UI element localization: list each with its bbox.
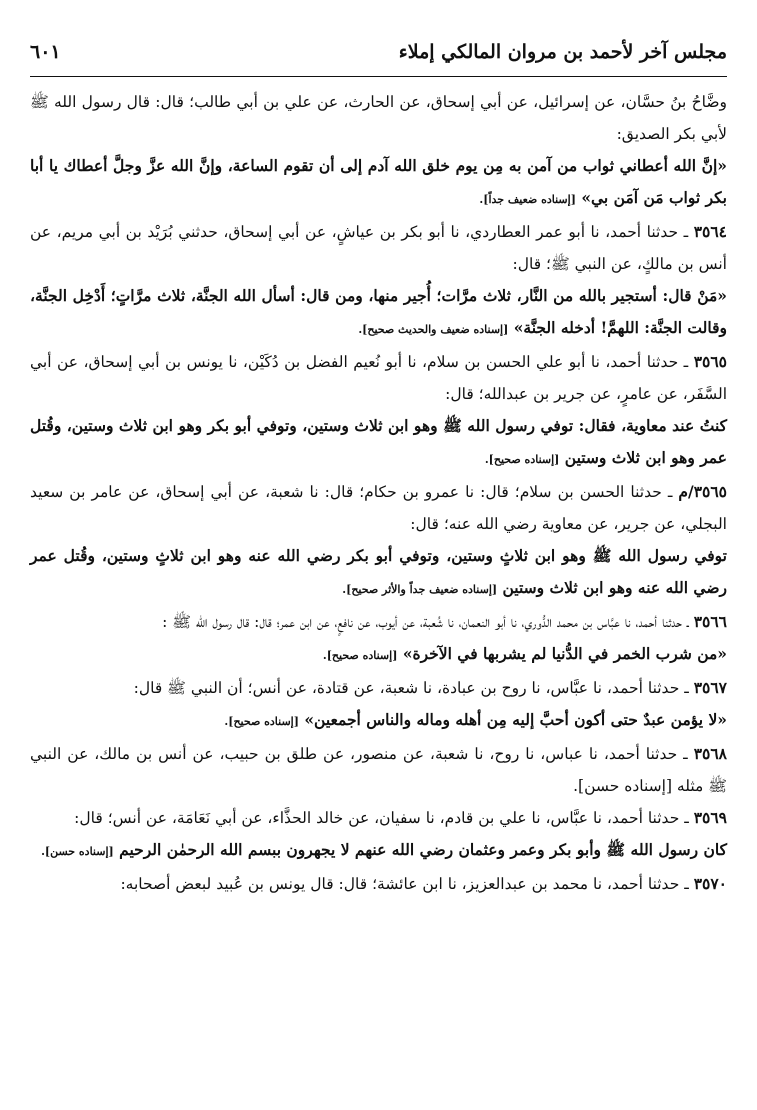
hadith-number: ٣٥٦٧ [693, 678, 727, 697]
narration-paragraph: وضَّاحُ بنُ حسَّان، عن إسرائيل، عن أبي إسحاق، عن الحارث، عن علي بن أبي طالب؛ قال: قال رسول الله ﷺ لأبي بكر الصديق: [30, 93, 727, 143]
narration-paragraph: ٣٥٧٠ ـ حدثنا أحمد، نا محمد بن عبدالعزيز، نا ابن عائشة؛ قال: قال يونس بن عُبيد لبعض أصحابه: [120, 874, 727, 893]
narration-paragraph: ٣٥٦٤ ـ حدثنا أحمد، نا أبو عمر العطاردي، نا أبو بكر بن عياشٍ، عن أبي إسحاق، حدثني بُرَيْد بن أبي مريم، عن أنس بن مالكٍ، عن النبي ﷺ؛ قال: [30, 222, 727, 273]
grading-note: [إسناده ضعيف والحديث صحيح]. [358, 323, 509, 336]
hadith-text: «من شرب الخمر في الدُّنيا لم يشربها في الآخرة» [إسناده صحيح]. [322, 644, 727, 663]
narration-paragraph: ٣٥٦٩ ـ حدثنا أحمد، نا عبَّاس، نا علي بن قادم، نا سفيان، عن خالد الحذَّاء، عن أبي نَعَامَة، عن أنس؛ قال: [74, 808, 727, 827]
hadith-number: ٣٥٧٠ [693, 874, 727, 893]
hadith-number: ٣٥٦٩ [693, 808, 727, 827]
header-divider [30, 76, 727, 77]
grading-note: [إسناده صحيح]. [224, 715, 299, 728]
narration-paragraph: ٣٥٦٦ ـ حدثنا أحمد، نا عبَّاس بن محمد الدُّوري، نا أبو النعمان، نا شُعبة، عن أيوب، عن نافعٍ، عن ابن عمر؛ قال: قال رسول الله ﷺ : [162, 612, 727, 631]
hadith-text: كان رسول الله ﷺ وأبو بكر وعمر وعثمان رضي الله عنهم لا يجهرون ببسم الله الرحمٰن الرحيم [إسناده حسن]. [41, 840, 727, 859]
grading-note: [إسناده صحيح]. [484, 453, 560, 466]
hadith-text: «إنَّ الله أعطاني ثواب من آمن به مِن يوم خلق الله آدم إلى أن تقوم الساعة، وإنَّ الله عزَّ وجلَّ أعطاك يا أبا بكر ثواب مَن آمَن بي» [إسناده ضعيف جداً]. [30, 156, 727, 207]
narration-paragraph: ٣٥٦٥/م ـ حدثنا الحسن بن سلام؛ قال: نا عمرو بن حكام؛ قال: نا شعبة، عن أبي إسحاق، عن عامر بن سعيد البجلي، عن جرير، عن معاوية رضي الله عنه؛ قال: [30, 482, 727, 533]
hadith-text: «مَنْ قال: أستجير بالله من النَّار، ثلاث مرَّات؛ أُجير منها، ومن قال: أسأل الله الجنَّة، ثلاث مرَّاتٍ؛ أَدْخِل الجنَّة، وقالت الجنَّة: اللهمَّ! أدخله الجنَّة» [إسناده ضعيف والحديث صحيح]. [30, 286, 727, 337]
hadith-text: توفي رسول الله ﷺ وهو ابن ثلاثٍ وستين، وتوفي أبو بكر رضي الله عنه وهو ابن ثلاثٍ وستين، وقُتل عمر رضي الله عنه وهو ابن ثلاث وستين [إسناده ضعيف جداً والأثر صحيح]. [30, 546, 727, 597]
grading-note: [إسناده صحيح]. [322, 649, 398, 662]
hadith-number: ٣٥٦٥ [693, 352, 727, 371]
page-number: ٦٠١ [30, 41, 61, 63]
page-header [30, 32, 727, 72]
hadith-text: «لا يؤمن عبدٌ حتى أكون أحبَّ إليه مِن أهله وماله والناس أجمعين» [إسناده صحيح]. [224, 710, 727, 729]
hadith-number: ٣٥٦٦ [693, 612, 727, 631]
hadith-number: ٣٥٦٥/م [678, 482, 727, 501]
hadith-number: ٣٥٦٨ [693, 744, 727, 763]
narration-paragraph: ٣٥٦٥ ـ حدثنا أحمد، نا أبو علي الحسن بن سلام، نا أبو نُعيم الفضل بن دُكَيْن، نا يونس بن أبي إسحاق، عن أبي السَّفَر، عن عامرٍ، عن جرير بن عبدالله؛ قال: [30, 352, 727, 403]
grading-note: [إسناده ضعيف جداً والأثر صحيح]. [342, 583, 498, 596]
hadith-number: ٣٥٦٤ [693, 222, 727, 241]
grading-note: [إسناده حسن]. [41, 845, 114, 858]
narration-paragraph: ٣٥٦٧ ـ حدثنا أحمد، نا عبَّاس، نا روح بن عبادة، نا شعبة، عن قتادة، عن أنس؛ أن النبي ﷺ قال: [133, 678, 727, 697]
narration-paragraph: ٣٥٦٨ ـ حدثنا أحمد، نا عباس، نا روح، نا شعبة، عن منصور، عن طلق بن حبيب، عن أنس بن مالك، عن النبي ﷺ مثله [إسناده حسن]. [30, 744, 727, 795]
page-body [30, 86, 727, 1104]
hadith-text: كنتُ عند معاوية، فقال: توفي رسول الله ﷺ وهو ابن ثلاث وستين، وتوفي أبو بكر وهو ابن ثلاث وستين، وقُتل عمر وهو ابن ثلاث وستين [إسناده صحيح]. [30, 416, 727, 467]
grading-note: [إسناده ضعيف جداً]. [479, 193, 576, 206]
running-title: مجلس آخر لأحمد بن مروان المالكي إملاء [398, 41, 727, 63]
